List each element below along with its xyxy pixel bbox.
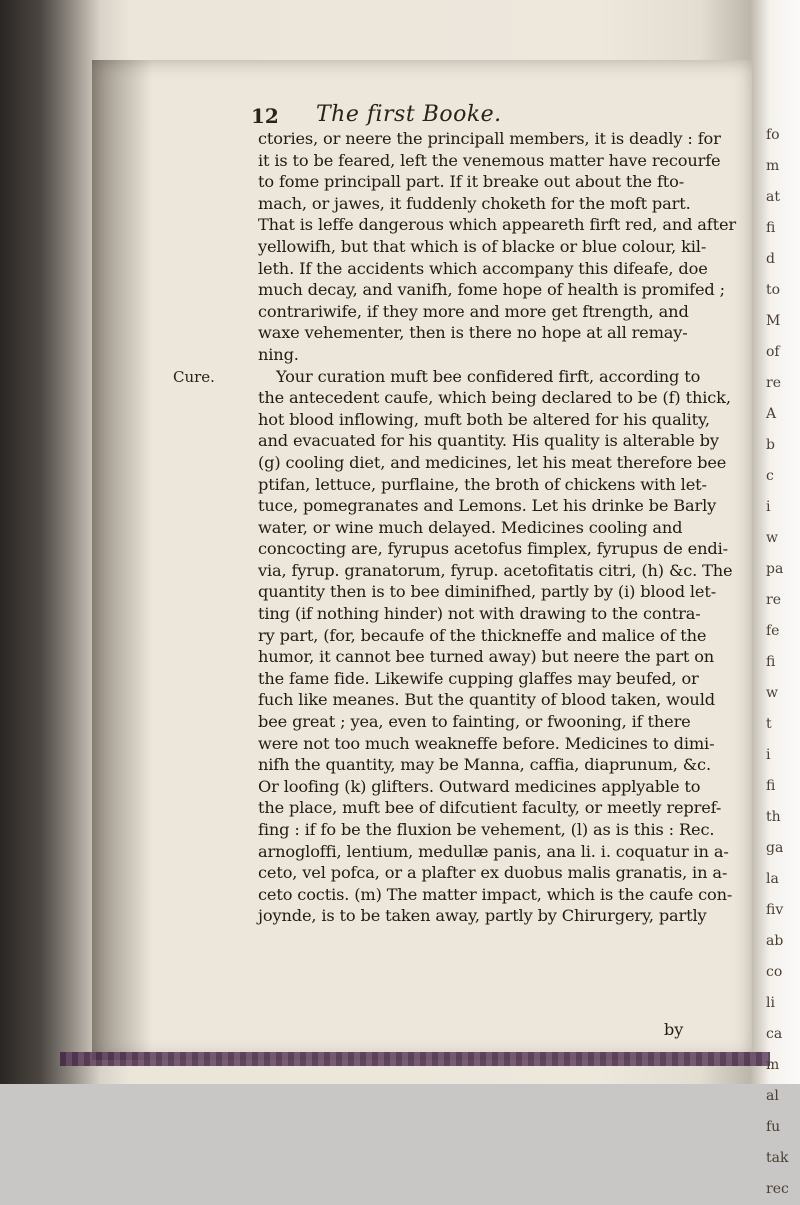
gutter-shadow (92, 60, 152, 1060)
running-title: The first Booke. (316, 102, 502, 127)
facing-page-fragment: fo m at fi d to M of re A b c i w pa re fe fi w t i fi th ga la fiv ab co li ca m al fu tak rec (766, 127, 789, 1197)
catchword: by (664, 1020, 684, 1039)
text-line: yellowifh, but that which is of blacke or blue colour, kil- (258, 236, 707, 256)
text-line: arnogloffi, lentium, medullæ panis, ana li. i. coquatur in a- (258, 841, 729, 861)
text-line: ning. (258, 344, 299, 364)
text-line: via, fyrup. granatorum, fyrup. acetofitatis citri, (h) &c. The (258, 560, 733, 580)
text-line: quantity then is to bee diminifhed, partly by (i) blood let- (258, 582, 717, 602)
text-line: fing : if fo be the fluxion be vehement, (l) as is this : Rec. (258, 820, 715, 839)
text-line: contrariwife, if they more and more get ftrength, and (258, 301, 689, 321)
text-line: water, or wine much delayed. Medicines cooling and (258, 517, 683, 537)
text-line: That is leffe dangerous which appeareth firft red, and after (258, 215, 737, 235)
text-line: the fame fide. Likewife cupping glaffes may beufed, or (258, 668, 699, 688)
text-line: ry part, (for, becaufe of the thickneffe and malice of the (258, 625, 707, 645)
text-line: hot blood inflowing, muft both be altered for his quality, (258, 409, 710, 429)
text-line: and evacuated for his quantity. His quality is alterable by (258, 431, 719, 451)
text-line: to fome principall part. If it breake out about the fto- (258, 172, 685, 192)
text-line: (g) cooling diet, and medicines, let his meat therefore bee (258, 452, 727, 472)
body-text (258, 128, 737, 927)
text-line: the place, muft bee of difcutient faculty, or meetly repref- (258, 798, 722, 818)
text-line: the antecedent caufe, which being declared to be (f) thick, (258, 388, 731, 408)
page-number: 12 (251, 104, 279, 128)
text-line: concocting are, fyrupus acetofus fimplex, fyrupus de endi- (258, 539, 728, 559)
text-line: were not too much weakneffe before. Medicines to dimi- (258, 733, 715, 753)
text-line: bee great ; yea, even to fainting, or fwooning, if there (258, 712, 691, 732)
text-line: Your curation muft bee confidered firft, according to (276, 366, 701, 386)
text-line: joynde, is to be taken away, partly by Chirurgery, partly (258, 906, 707, 926)
text-line: ceto, vel pofca, or a plafter ex duobus malis granatis, in a- (258, 863, 728, 883)
text-line: leth. If the accidents which accompany this difeafe, doe (258, 258, 708, 278)
text-line: humor, it cannot bee turned away) but neere the part on (258, 647, 715, 667)
text-line: Or loofing (k) glifters. Outward medicines applyable to (258, 776, 701, 796)
text-line: ptifan, lettuce, purflaine, the broth of chickens with let- (258, 474, 707, 494)
text-line: ceto coctis. (m) The matter impact, which is the caufe con- (258, 884, 733, 904)
text-line: much decay, and vanifh, fome hope of health is promifed ; (258, 280, 725, 300)
page-header (251, 100, 691, 130)
text-line: ctories, or neere the principall members, it is deadly : for (258, 129, 721, 148)
margin-note: Cure. (173, 368, 215, 386)
text-line: nifh the quantity, may be Manna, caffia, diaprunum, &c. (258, 755, 711, 775)
text-line: mach, or jawes, it fuddenly choketh for the moft part. (258, 193, 691, 213)
text-line: ting (if nothing hinder) not with drawing to the contra- (258, 604, 701, 624)
text-line: tuce, pomegranates and Lemons. Let his drinke be Barly (258, 496, 717, 516)
text-line: waxe vehementer, then is there no hope at all remay- (258, 323, 688, 343)
page-edge (60, 1052, 770, 1066)
text-line: fuch like meanes. But the quantity of blood taken, would (258, 690, 715, 710)
text-line: it is to be feared, left the venemous matter have recourfe (258, 150, 721, 170)
